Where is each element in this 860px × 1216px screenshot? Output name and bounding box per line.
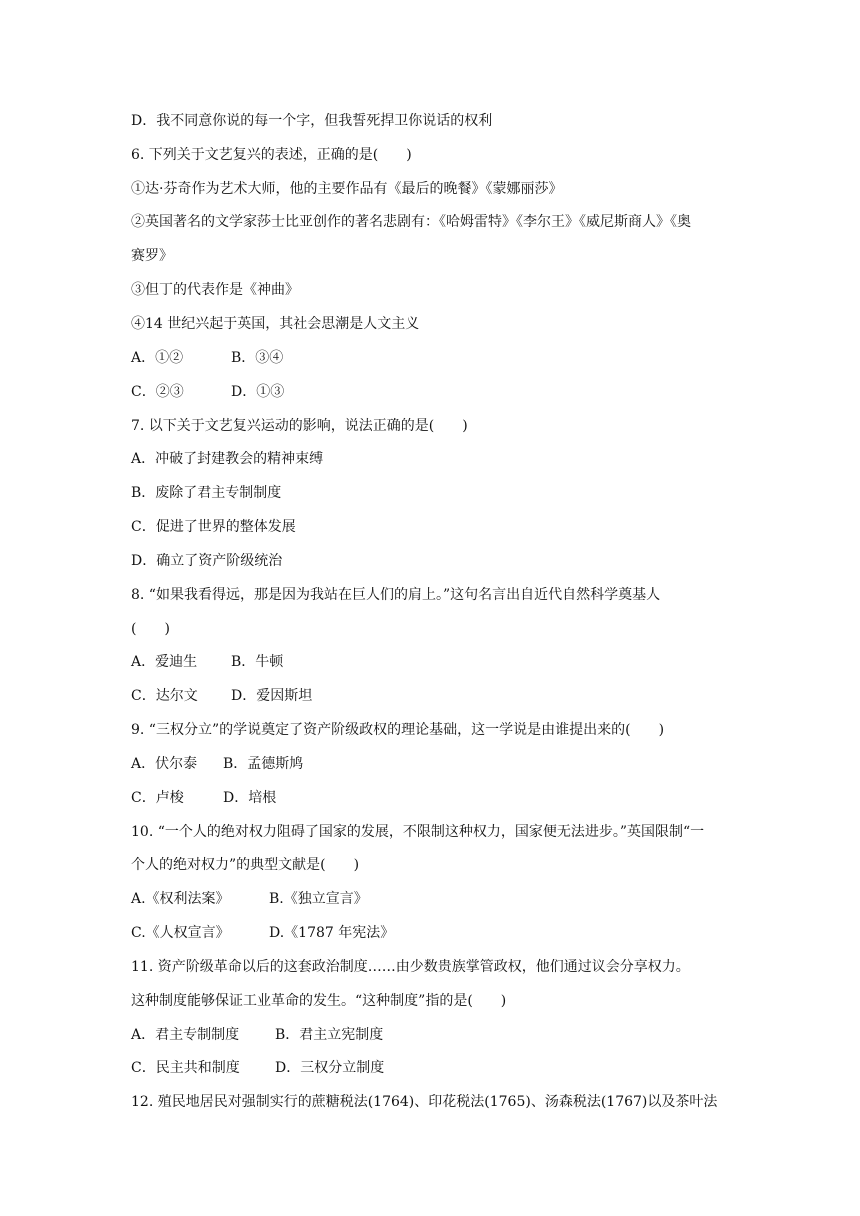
q9-option-b: B．孟德斯鸠 [223, 756, 304, 772]
q11-option-c: C．民主共和制度 [131, 1060, 240, 1076]
q8-option-a: A．爱迪生 [131, 654, 198, 670]
q9-option-a: A．伏尔泰 [131, 756, 198, 772]
q8-stem-cont: ( ) [131, 621, 170, 637]
q6-option-a: A．①② [131, 350, 184, 366]
q6-statement-2-cont: 赛罗》 [131, 248, 173, 264]
q10-option-b: B.《独立宣言》 [269, 891, 368, 907]
q6-options-row-2 [131, 382, 284, 402]
q6-options-row-1 [131, 348, 283, 368]
q8-option-c: C．达尔文 [131, 688, 198, 704]
q6-option-c: C．②③ [131, 384, 184, 400]
q9-option-d: D．培根 [223, 790, 277, 806]
q11-option-d: D．三权分立制度 [275, 1060, 385, 1076]
q10-option-d: D.《1787 年宪法》 [269, 925, 395, 941]
q10-options-row-1 [131, 889, 368, 909]
q10-option-a: A.《权利法案》 [131, 891, 230, 907]
q8-option-b: B．牛顿 [231, 654, 284, 670]
q6-statement-3: ③但丁的代表作是《神曲》 [131, 282, 299, 298]
q10-stem-cont: 个人的绝对权力”的典型文献是( ) [131, 857, 360, 873]
q11-stem: 11. 资产阶级革命以后的这套政治制度……由少数贵族掌管政权，他们通过议会分享权力。 [131, 959, 690, 975]
q8-options-row-2 [131, 686, 312, 706]
q5-option-d: D．我不同意你说的每一个字，但我誓死捍卫你说话的权利 [131, 113, 493, 129]
q7-option-d: D．确立了资产阶级统治 [131, 553, 283, 569]
q7-option-b: B．废除了君主专制制度 [131, 485, 282, 501]
q11-stem-cont: 这种制度能够保证工业革命的发生。“这种制度”指的是( ) [131, 993, 507, 1009]
q9-stem: 9. “三权分立”的学说奠定了资产阶级政权的理论基础，这一学说是由谁提出来的( ) [131, 722, 665, 738]
q9-options-row-2 [131, 788, 276, 808]
q6-statement-4: ④14 世纪兴起于英国，其社会思潮是人文主义 [131, 316, 420, 332]
q7-stem: 7. 以下关于文艺复兴运动的影响，说法正确的是( ) [131, 418, 468, 434]
q11-options-row-2 [131, 1058, 384, 1078]
q7-option-c: C．促进了世界的整体发展 [131, 519, 296, 535]
q10-option-c: C.《人权宣言》 [131, 925, 230, 941]
q6-statement-2: ②英国著名的文学家莎士比亚创作的著名悲剧有：《哈姆雷特》《李尔王》《威尼斯商人》《奥 [131, 214, 691, 230]
q9-options-row-1 [131, 754, 303, 774]
q6-option-b: B．③④ [231, 350, 284, 366]
q6-statement-1: ①达·芬奇作为艺术大师，他的主要作品有《最后的晚餐》《蒙娜丽莎》 [131, 181, 563, 197]
q11-option-b: B．君主立宪制度 [275, 1027, 384, 1043]
q10-stem: 10. “一个人的绝对权力阻碍了国家的发展，不限制这种权力，国家便无法进步。”英国限制“一 [131, 824, 705, 840]
q8-option-d: D．爱因斯坦 [231, 688, 313, 704]
q8-options-row-1 [131, 652, 283, 672]
q6-stem: 6. 下列关于文艺复兴的表述，正确的是( ) [131, 147, 412, 163]
q7-option-a: A．冲破了封建教会的精神束缚 [131, 451, 324, 467]
q8-stem: 8. “如果我看得远，那是因为我站在巨人们的肩上。”这句名言出自近代自然科学奠基人 [131, 587, 661, 603]
q6-option-d: D．①③ [231, 384, 285, 400]
q12-stem: 12. 殖民地居民对强制实行的蔗糖税法(1764)、印花税法(1765)、汤森税法(1767)以及茶叶法 [131, 1094, 718, 1110]
q9-option-c: C．卢梭 [131, 790, 184, 806]
q11-options-row-1 [131, 1025, 383, 1045]
q11-option-a: A．君主专制制度 [131, 1027, 240, 1043]
q10-options-row-2 [131, 923, 394, 943]
